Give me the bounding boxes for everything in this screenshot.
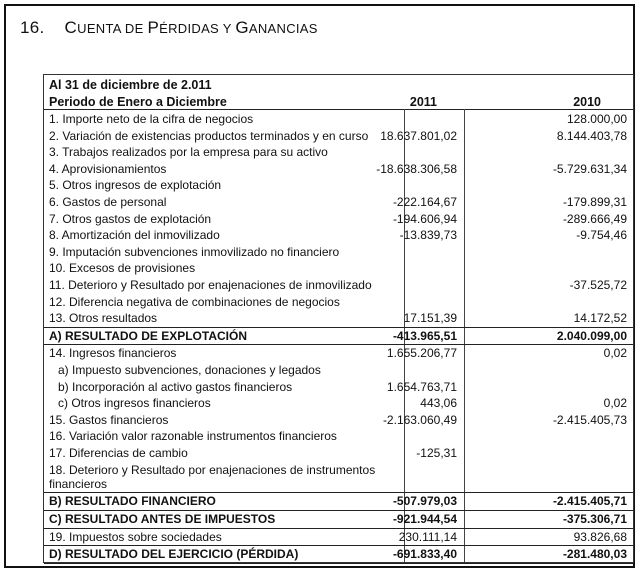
table-row	[44, 244, 633, 261]
value-2010: -179.899,31	[562, 194, 627, 209]
table-row	[44, 345, 633, 362]
value-2011: -921.944,54	[392, 512, 457, 527]
table-row	[44, 362, 633, 379]
table-row	[44, 461, 633, 492]
value-2010: 14.172,52	[573, 311, 627, 326]
value-2010: 0,02	[603, 346, 627, 361]
row-label: 19. Impuestos sobre sociedades	[49, 529, 222, 544]
value-2010: 0,02	[603, 396, 627, 411]
title-letter-c: C	[64, 18, 78, 37]
table-row	[44, 412, 633, 429]
table-row	[44, 294, 633, 311]
table-row	[44, 277, 633, 294]
section-number: 16.	[20, 18, 45, 37]
row-label: 1. Importe neto de la cifra de negocios	[49, 112, 254, 126]
row-label: 4. Aprovisionamientos	[49, 161, 167, 176]
value-2010: 128.000,00	[566, 112, 627, 126]
table-row	[44, 111, 633, 128]
table-row	[44, 144, 633, 161]
value-2011: 1.655.206,77	[386, 346, 457, 361]
value-2011: -194.606,94	[392, 211, 457, 226]
value-2011: 230.111,14	[398, 529, 457, 544]
column-header-2010: 2010	[573, 95, 601, 109]
title-part-2: ÉRDIDAS Y	[159, 21, 236, 36]
value-2010: 93.826,68	[573, 529, 627, 544]
section-heading	[20, 18, 318, 38]
table-rows	[44, 111, 633, 564]
value-2011: -413.965,51	[392, 328, 457, 343]
value-2011: -691.833,40	[392, 547, 457, 562]
row-label: 16. Variación valor razonable instrumentos financieros	[49, 429, 337, 444]
value-2010: -5.729.631,34	[552, 161, 627, 176]
title-part-3: ANANCIAS	[248, 21, 318, 36]
value-2011: -222.164,67	[392, 194, 457, 209]
table-row	[44, 227, 633, 244]
table-row	[44, 310, 633, 327]
table-row	[44, 492, 633, 511]
row-label: 11. Deterioro y Resultado por enajenaciones de inmovilizado	[49, 277, 372, 292]
row-label: 3. Trabajos realizados por la empresa para su activo	[49, 145, 328, 160]
value-2011: -125,31	[416, 445, 457, 460]
table-row	[44, 529, 633, 546]
row-label: a) Impuesto subvenciones, donaciones y legados	[58, 362, 321, 377]
table-row	[44, 128, 633, 145]
table-row	[44, 428, 633, 445]
row-label: 15. Gastos financieros	[49, 412, 169, 427]
row-label: 13. Otros resultados	[49, 311, 158, 326]
value-2010: -375.306,71	[562, 512, 627, 527]
column-header-2011: 2011	[409, 95, 437, 109]
date-line: Al 31 de diciembre de 2.011	[49, 78, 212, 92]
table-row	[44, 327, 633, 346]
table-row	[44, 395, 633, 412]
table-row	[44, 445, 633, 462]
value-2011: -2.163.060,49	[382, 412, 457, 427]
value-2010: -9.754,46	[576, 228, 627, 243]
value-2010: 2.040.099,00	[556, 328, 627, 343]
row-label: 7. Otros gastos de explotación	[49, 211, 212, 226]
row-label: B) RESULTADO FINANCIERO	[49, 494, 216, 509]
row-label: 2. Variación de existencias productos terminados y en curso	[49, 128, 369, 143]
value-2010: 8.144.403,78	[556, 128, 627, 143]
row-label: b) Incorporación al activo gastos financieros	[58, 379, 293, 394]
row-label: 6. Gastos de personal	[49, 194, 167, 209]
row-label: 9. Imputación subvenciones inmovilizado no financiero	[49, 244, 340, 259]
title-letter-g: G	[235, 18, 249, 37]
table-row	[44, 177, 633, 194]
row-label: A) RESULTADO DE EXPLOTACIÓN	[49, 328, 247, 343]
title-letter-p: P	[147, 18, 160, 37]
table-row	[44, 194, 633, 211]
row-label: c) Otros ingresos financieros	[58, 396, 211, 411]
title-part-1: UENTA DE	[77, 21, 148, 36]
value-2011: 1.654.763,71	[386, 379, 457, 394]
header-rule	[44, 109, 633, 110]
table-row	[44, 260, 633, 277]
value-2011: 17.151,39	[403, 311, 457, 326]
period-line: Periodo de Enero a Diciembre	[49, 95, 227, 109]
table-row	[44, 211, 633, 228]
value-2010: -2.415.405,71	[552, 494, 627, 509]
table-row	[44, 379, 633, 396]
value-2011: -13.839,73	[399, 228, 457, 243]
value-2011: -507.979,03	[392, 494, 457, 509]
row-label: 12. Diferencia negativa de combinaciones de negocios	[49, 294, 340, 309]
value-2010: -289.666,49	[562, 211, 627, 226]
page-frame	[4, 4, 635, 568]
row-label: 14. Ingresos financieros	[49, 346, 177, 361]
row-label: 17. Diferencias de cambio	[49, 445, 188, 460]
table-row	[44, 545, 633, 564]
row-label: D) RESULTADO DEL EJERCICIO (PÉRDIDA)	[49, 547, 299, 562]
row-label: 5. Otros ingresos de explotación	[49, 178, 222, 193]
income-statement-table	[43, 74, 634, 563]
row-label: 10. Excesos de provisiones	[49, 261, 196, 276]
table-row	[44, 511, 633, 529]
value-2011: -18.638.306,58	[376, 161, 457, 176]
row-label: 8. Amortización del inmovilizado	[49, 228, 220, 243]
row-label: 18. Deterioro y Resultado por enajenaciones de instrumentos financieros	[49, 463, 376, 492]
value-2010: -2.415.405,73	[552, 412, 627, 427]
row-label: C) RESULTADO ANTES DE IMPUESTOS	[49, 512, 276, 527]
value-2011: 443,06	[420, 396, 457, 411]
table-row	[44, 161, 633, 178]
value-2010: -37.525,72	[569, 277, 627, 292]
value-2011: 18.637.801,02	[380, 128, 457, 143]
value-2010: -281.480,03	[562, 547, 627, 562]
